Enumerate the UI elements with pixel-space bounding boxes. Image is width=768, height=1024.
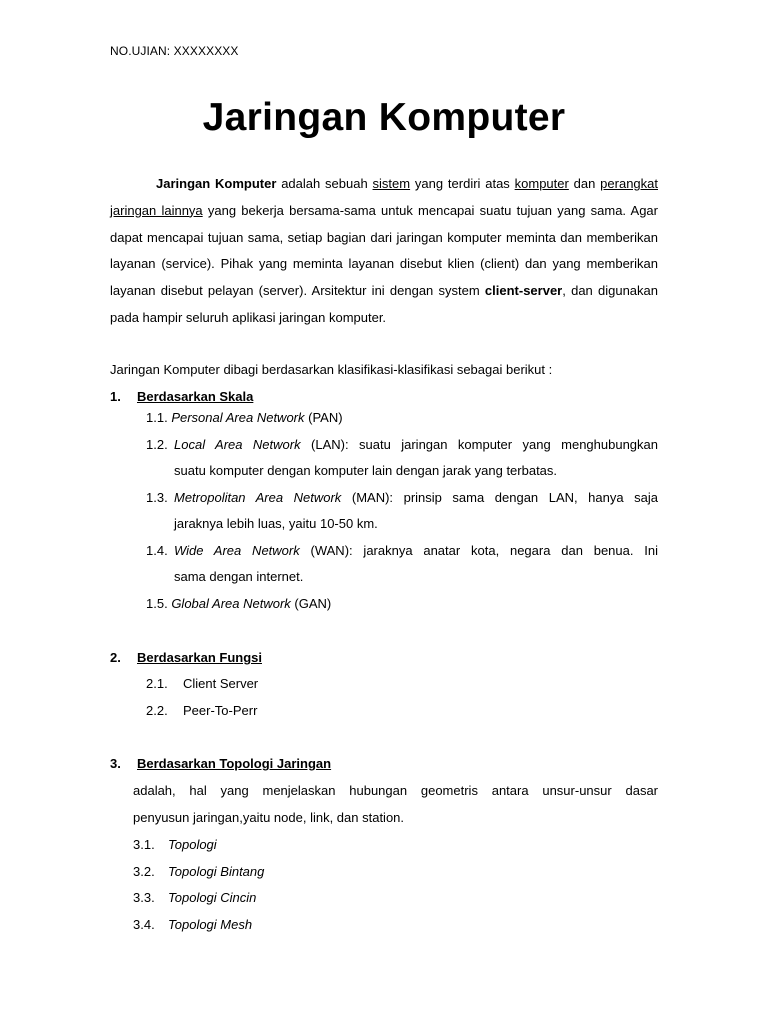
link-sistem[interactable]: sistem bbox=[372, 176, 411, 191]
item-term: Metropolitan Area Network bbox=[174, 490, 342, 505]
link-perangkat-jaringan[interactable]: perangkat jaringan lainnya bbox=[110, 176, 658, 218]
intro-text-1: adalah sebuah bbox=[276, 176, 373, 191]
classification-intro: Jaringan Komputer dibagi berdasarkan klasifikasi-klasifikasi sebagai berikut : bbox=[110, 362, 553, 377]
intro-client-server: client-server bbox=[484, 283, 563, 299]
section-description-continued: penyusun jaringan,yaitu node, link, dan station. bbox=[133, 810, 405, 825]
exam-number: NO.UJIAN: XXXXXXXX bbox=[110, 44, 239, 58]
item-number: 3.3. bbox=[133, 890, 155, 905]
list-item bbox=[174, 437, 658, 452]
item-text-continued: sama dengan internet. bbox=[174, 569, 304, 584]
item-text: (WAN): jaraknya anatar kota, negara dan benua. Ini bbox=[299, 543, 658, 558]
document-title: Jaringan Komputer bbox=[202, 96, 566, 139]
item-text: Topologi Mesh bbox=[168, 917, 253, 932]
item-number: 3.2. bbox=[133, 864, 155, 879]
section-title: Berdasarkan Fungsi bbox=[137, 650, 262, 665]
item-text: (PAN) bbox=[304, 410, 343, 425]
item-text: Topologi Cincin bbox=[168, 890, 257, 905]
item-term: Wide Area Network bbox=[174, 543, 300, 558]
item-number: 1.3. bbox=[146, 490, 168, 505]
item-number: 1.2. bbox=[146, 437, 168, 452]
item-number: 2.2. bbox=[146, 703, 168, 718]
item-number: 1.4. bbox=[146, 543, 168, 558]
section-number: 3. bbox=[110, 756, 121, 771]
item-text-continued: jaraknya lebih luas, yaitu 10-50 km. bbox=[174, 516, 378, 531]
item-number: 3.4. bbox=[133, 917, 155, 932]
section-title: Berdasarkan Skala bbox=[137, 389, 254, 404]
item-term: Global Area Network bbox=[171, 596, 291, 611]
item-text: Peer-To-Perr bbox=[183, 703, 258, 718]
item-text: Client Server bbox=[183, 676, 259, 691]
list-item bbox=[146, 410, 343, 425]
intro-text-5: , dan digunakan pada hampir seluruh aplikasi jaringan komputer. bbox=[110, 283, 658, 325]
intro-text-3: dan bbox=[568, 176, 601, 191]
item-text: Topologi bbox=[168, 837, 217, 852]
intro-lead: Jaringan Komputer bbox=[156, 176, 277, 191]
item-term: Local Area Network bbox=[174, 437, 301, 452]
section-number: 1. bbox=[110, 389, 121, 404]
link-komputer[interactable]: komputer bbox=[514, 176, 569, 191]
intro-text-4: yang bekerja bersama-sama untuk mencapai suatu tujuan yang sama. Agar dapat mencapai tujuan sama, setiap bagian dari jaringan komputer meminta dan memberikan layanan (service). Pihak yang meminta layanan disebut klien (client) dan yang memberikan layanan disebut pelayan (server). Arsitektur ini dengan system bbox=[110, 202, 658, 299]
item-text: (MAN): prinsip sama dengan LAN, hanya saja bbox=[341, 490, 658, 505]
item-text-continued: suatu komputer dengan komputer lain dengan jarak yang terbatas. bbox=[174, 463, 558, 478]
intro-text-2: yang terdiri atas bbox=[410, 176, 515, 191]
item-number: 1.5. bbox=[146, 596, 168, 611]
item-number: 2.1. bbox=[146, 676, 168, 691]
intro-paragraph bbox=[110, 171, 658, 332]
item-term: Personal Area Network bbox=[171, 410, 305, 425]
section-title: Berdasarkan Topologi Jaringan bbox=[137, 756, 332, 771]
section-number: 2. bbox=[110, 650, 121, 665]
section-description: adalah, hal yang menjelaskan hubungan geometris antara unsur-unsur dasar bbox=[133, 783, 658, 798]
item-text: (LAN): suatu jaringan komputer yang menghubungkan bbox=[300, 437, 658, 452]
list-item bbox=[174, 543, 658, 558]
item-text: Topologi Bintang bbox=[168, 864, 265, 879]
item-number: 3.1. bbox=[133, 837, 155, 852]
item-text: (GAN) bbox=[290, 596, 332, 611]
list-item bbox=[174, 490, 658, 505]
item-number: 1.1. bbox=[146, 410, 168, 425]
list-item bbox=[146, 596, 331, 611]
